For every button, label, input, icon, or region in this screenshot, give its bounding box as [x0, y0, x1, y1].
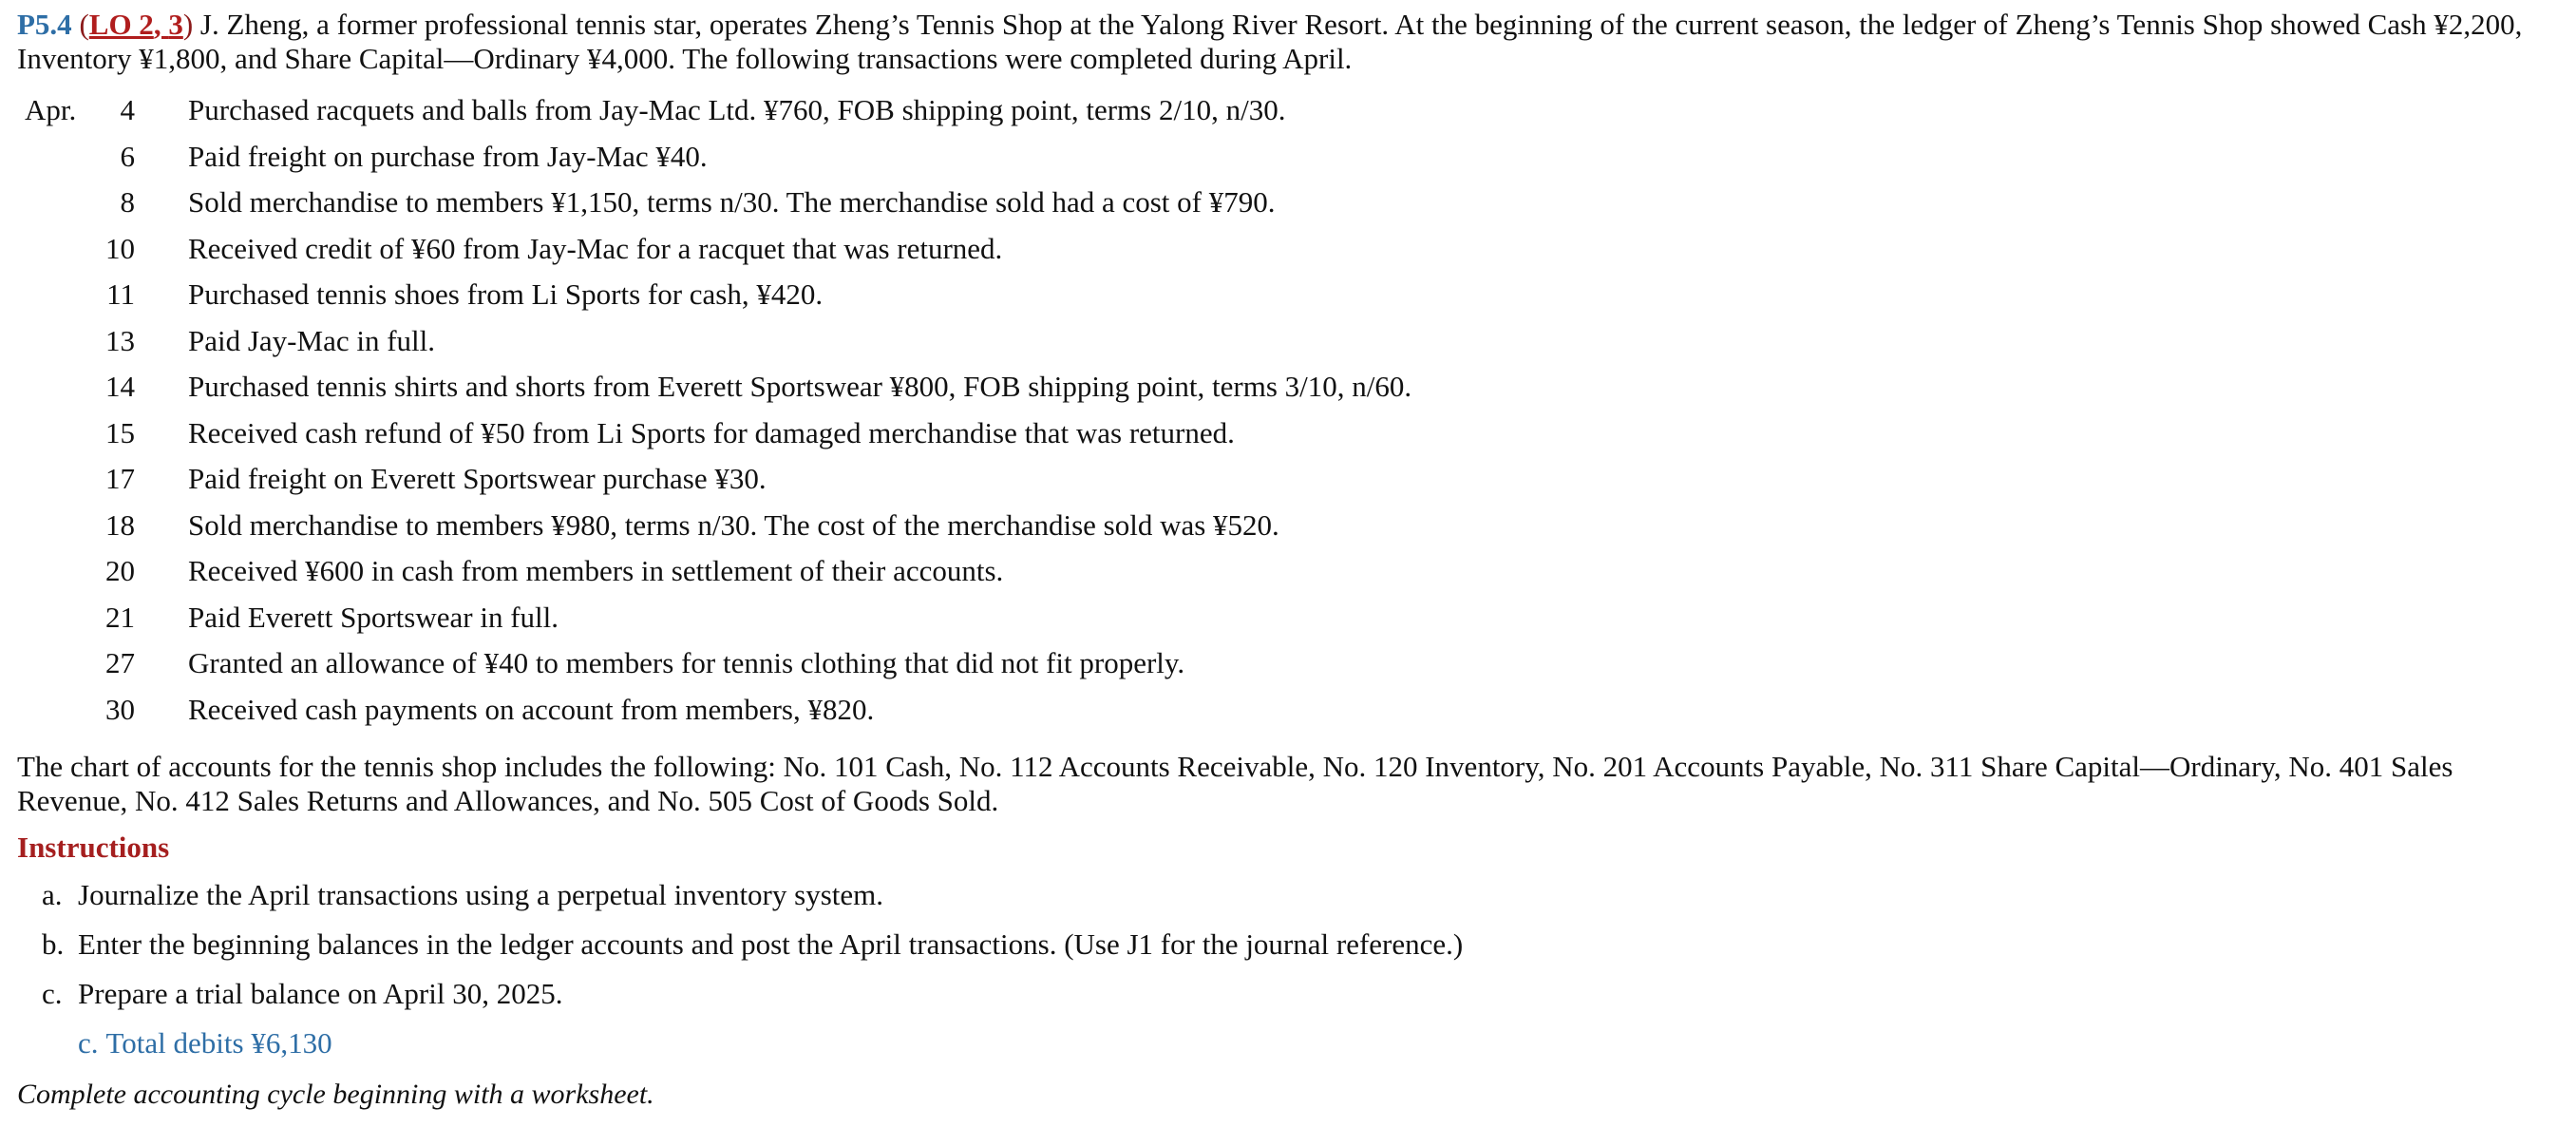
intro-text: J. Zheng, a former professional tennis star, operates Zheng’s Tennis Shop at the Yalong River Resort. At the beginning of the current season, the ledger of Zheng’s Tennis Shop showed Cash ¥2,200, Inventory ¥1,800, and Share Capital—Ordinary ¥4,000. The following transactions were completed during April.	[17, 8, 2523, 75]
instructions-heading: Instructions	[17, 831, 170, 864]
transaction-row	[17, 595, 2565, 641]
transaction-day: 4	[120, 93, 135, 127]
transaction-day: 13	[105, 323, 135, 357]
instruction-text: Journalize the April transactions using a perpetual inventory system.	[78, 878, 883, 911]
instruction-item	[17, 969, 2565, 1019]
instruction-text: Prepare a trial balance on April 30, 2025.	[78, 977, 563, 1010]
instructions-list	[17, 870, 2565, 1068]
transaction-text: Paid freight on Everett Sportswear purchase ¥30.	[188, 462, 767, 496]
lo-open-paren: (	[79, 8, 89, 41]
instruction-letter: a.	[42, 878, 63, 911]
transaction-row	[17, 87, 2565, 134]
footer-note: Complete accounting cycle beginning with a worksheet.	[17, 1079, 654, 1110]
transaction-text: Sold merchandise to members ¥980, terms n/30. The cost of the merchandise sold was ¥520.	[188, 507, 1279, 542]
transaction-row	[17, 411, 2565, 457]
transaction-text: Paid Jay-Mac in full.	[188, 323, 436, 357]
transaction-text: Paid Everett Sportswear in full.	[188, 600, 559, 634]
lo-2-link[interactable]: LO 2	[88, 8, 154, 41]
instruction-item	[17, 920, 2565, 969]
instruction-letter: b.	[42, 927, 65, 961]
check-figure-letter: c.	[78, 1026, 99, 1060]
problem-intro	[17, 8, 2563, 76]
problem-number: P5.4	[17, 8, 72, 41]
transaction-row	[17, 456, 2565, 503]
instruction-letter: c.	[42, 977, 63, 1010]
transaction-day: 27	[105, 646, 135, 680]
transaction-day: 10	[105, 231, 135, 265]
transaction-row	[17, 364, 2565, 411]
transaction-day: 15	[105, 415, 135, 449]
transaction-list	[17, 87, 2565, 733]
transaction-text: Purchased tennis shoes from Li Sports for cash, ¥420.	[188, 277, 824, 312]
transaction-day: 17	[105, 462, 135, 496]
transaction-text: Received cash refund of ¥50 from Li Sports for damaged merchandise that was returned.	[188, 415, 1235, 449]
instruction-item	[17, 870, 2565, 920]
transaction-day: 20	[105, 554, 135, 588]
transaction-text: Granted an allowance of ¥40 to members for tennis clothing that did not fit properly.	[188, 646, 1185, 680]
transaction-day: 14	[105, 370, 135, 404]
transaction-day: 11	[106, 277, 135, 312]
lo-separator: ,	[153, 8, 169, 41]
transaction-row	[17, 503, 2565, 549]
chart-of-accounts-paragraph: The chart of accounts for the tennis shop includes the following: No. 101 Cash, No. 112 Accounts Receivable, No. 120 Inventory, No. 201 Accounts Payable, No. 311 Share Capital—Ordinary, No. 401 Sales Revenue, No. 412 Sales Returns and Allowances, and No. 505 Cost of Goods Sold.	[17, 750, 2453, 817]
transaction-day: 6	[120, 139, 135, 173]
transaction-row	[17, 640, 2565, 687]
transaction-text: Sold merchandise to members ¥1,150, terms n/30. The merchandise sold had a cost of ¥790.	[188, 185, 1276, 220]
transaction-day: 21	[105, 600, 135, 634]
transaction-text: Purchased racquets and balls from Jay-Mac Ltd. ¥760, FOB shipping point, terms 2/10, n/30.	[188, 93, 1286, 127]
transaction-text: Paid freight on purchase from Jay-Mac ¥40.	[188, 139, 708, 173]
transaction-day: 18	[105, 507, 135, 542]
transaction-row	[17, 272, 2565, 318]
transaction-row	[17, 318, 2565, 365]
transaction-text: Purchased tennis shirts and shorts from Everett Sportswear ¥800, FOB shipping point, terms 3/10, n/60.	[188, 370, 1412, 404]
transaction-text: Received credit of ¥60 from Jay-Mac for a racquet that was returned.	[188, 231, 1003, 265]
transaction-day: 30	[105, 692, 135, 726]
lo-3-link[interactable]: 3	[168, 8, 183, 41]
transaction-row	[17, 226, 2565, 273]
instruction-text: Enter the beginning balances in the ledger accounts and post the April transactions. (Use J1 for the journal reference.)	[78, 927, 1464, 961]
transaction-row	[17, 548, 2565, 595]
check-figure-text: Total debits ¥6,130	[105, 1026, 332, 1060]
transaction-row	[17, 134, 2565, 181]
transaction-text: Received cash payments on account from members, ¥820.	[188, 692, 875, 726]
transaction-text: Received ¥600 in cash from members in settlement of their accounts.	[188, 554, 1004, 588]
lo-close-paren: )	[182, 8, 194, 41]
transaction-day: 8	[120, 185, 135, 220]
transaction-row	[17, 687, 2565, 734]
transaction-month: Apr.	[25, 93, 77, 127]
check-figure	[17, 1019, 2565, 1068]
transaction-row	[17, 180, 2565, 226]
